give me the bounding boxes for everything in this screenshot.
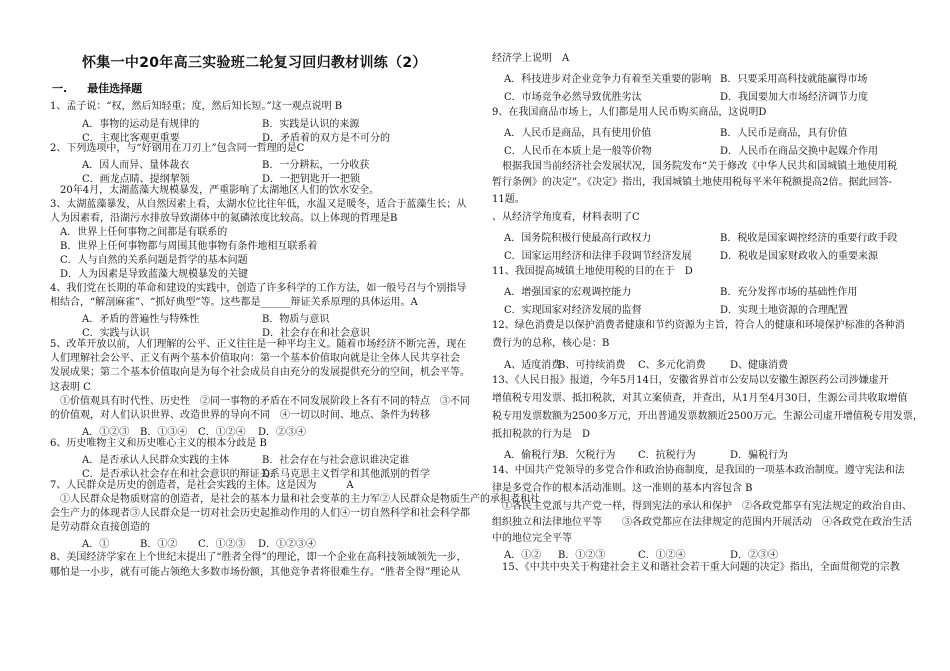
right-answer-option: A．科技进步对企业竞争力有着至关重要的影响 [504, 74, 712, 85]
left-answer-option: B．社会存在与社会意识谁决定谁 [262, 455, 410, 466]
left-answer-option: D．②③④ [258, 427, 307, 438]
right-text-line: 13、《人民日报》报道，今年5月14日，安徽省界首市公安局以安徽生源医药公司涉嫌虚开 [492, 375, 889, 386]
right-answer-option: A．增强国家的宏观调控能力 [504, 287, 632, 298]
left-text-line: 3、太湖蓝藻暴发，从自然因素上看，太湖水位比往年低，水温又是暖冬，适合于蓝藻生长；从 [50, 199, 467, 210]
left-text-line: 发展成果；第二个基本价值取向是为每个社会成员自由充分的发展提供充分的空间，机会平等。 [50, 367, 470, 378]
left-text-line: 8、美国经济学家在上个世纪末提出了“胜者全得”的理论，即一个企业在高科技领域领先一步， [50, 552, 467, 563]
right-answer-option: D．我国要加大市场经济调节力度 [720, 92, 869, 103]
left-answer-option: C．①②④ [198, 427, 246, 438]
left-text-line: 6、历史唯物主义和历史唯心主义的根本分歧是 B [50, 438, 267, 449]
right-text-line: 暂行条例》的决定”。《决定》指出，我国城镇土地使用税每平米年税额提高2倍。据此回答- [492, 177, 892, 188]
section-heading [52, 80, 142, 96]
left-answer-option: B．①③④ [140, 427, 188, 438]
left-answer-option: B．实践是认识的来源 [262, 119, 360, 130]
left-text-line: 5、改革开放以前，人们理解的公平、正义往往是一种平均主义。随着市场经济不断完善，现在 [50, 339, 467, 350]
left-text-line: 这表明 C [50, 382, 91, 393]
right-answer-option: A．①② [504, 550, 542, 561]
left-text-line: A．世界上任何事物之间都是有联系的 [50, 227, 228, 238]
right-text-line: 14、中国共产党领导的多党合作和政治协商制度，是我国的一项基本政治制度。遵守宪法和法 [492, 465, 905, 476]
left-text-line: 会生产力的体现者③人民群众是一切对社会历史起推动作用的人们④一切自然科学和社会科学都 [50, 508, 470, 519]
right-answer-option: B．①②③ [558, 550, 606, 561]
right-answer-option: B．只要采用高科技就能赢得市场 [720, 74, 868, 85]
right-answer-option: C、多元化消费 [638, 360, 706, 371]
left-answer-option: D．矛盾着的双方是不可分的 [262, 133, 391, 144]
right-answer-option: D．人民币在商品交换中起媒介作用 [720, 146, 879, 157]
right-text-line: 中的地位完全平等 [492, 533, 572, 544]
left-text-line: 2、下列选项中，与“好钢用在刀刃上”包含同一哲理的是C [50, 143, 305, 154]
right-answer-option: C．抗税行为 [638, 450, 696, 461]
left-text-line: 7、人民群众是历史的创造者，是社会实践的主体。这是因为 A [50, 480, 354, 491]
left-answer-option: C．画龙点睛、提纲挈领 [82, 174, 190, 185]
right-answer-option: C．①②④ [638, 550, 686, 561]
right-text-line: 根据我国当前经济社会发展状况，国务院发布“关于修改《中华人民共和国城镇土地使用税 [492, 161, 898, 172]
left-answer-option: C．①②③ [198, 539, 246, 550]
left-answer-option: D．马克思主义哲学和其他派别的哲学 [262, 469, 431, 480]
right-answer-option: C．市场竞争必然导致优胜劣汰 [504, 92, 642, 103]
right-text-line: 12、绿色消费是以保护消费者健康和节约资源为主旨，符合人的健康和环境保护标准的各种消 [492, 320, 905, 331]
right-text-line: 11题。 [492, 194, 525, 205]
section-name: 最佳选择题 [87, 82, 143, 95]
left-answer-option: B．一分耕耘，一分收获 [262, 160, 370, 171]
right-text-line: 经济学上说明 A [492, 53, 570, 64]
document-title: 怀集一中20年高三实验班二轮复习回归教材训练（2） [82, 55, 427, 71]
left-answer-option: A．是否承认人民群众实践的主体 [82, 455, 230, 466]
left-answer-option: A．① [82, 539, 110, 550]
right-answer-option: B．充分发挥市场的基础性作用 [720, 287, 858, 298]
right-text-line: 11、我国提高城镇土地使用税的目的在于 D [492, 266, 693, 277]
left-answer-option: C．实践与认识 [82, 328, 150, 339]
left-text-line: 的价值观，对人们认识世界、改造世界的导向不同 ④一切以时间、地点、条件为转移 [50, 410, 430, 421]
right-answer-option: A．人民币是商品，具有使用价值 [504, 128, 652, 139]
right-text-line: 抵扣税款的行为是 D [492, 429, 591, 440]
right-answer-option: D．②③④ [730, 550, 779, 561]
right-answer-option: D．税收是国家财政收入的重要来源 [720, 251, 879, 262]
left-answer-option: C．主观比客观更重要 [82, 133, 180, 144]
right-answer-option: C．人民币在本质上是一般等价物 [504, 146, 652, 157]
right-answer-option: B．欠税行为 [558, 450, 616, 461]
right-text-line: 费行为的总称，核心是：B [492, 338, 610, 349]
right-answer-option: D．骗税行为 [730, 450, 789, 461]
left-answer-option: B．①② [140, 539, 178, 550]
section-number: 一. [52, 82, 68, 95]
right-text-line: 税专用发票数额为2500多万元，开出普通发票数额近2500万元。生源公司虚开增值税专用发票， [492, 411, 923, 422]
left-answer-option: C．是否承认社会存在和社会意识的辩证关系 [82, 469, 280, 480]
right-answer-option: D、健康消费 [730, 360, 789, 371]
right-text-line: 律是多党合作的根本活动准则。这一准则的基本内容包含 B [492, 483, 753, 494]
left-text-line: ①人民群众是物质财富的创造者，是社会的基本力量和社会变革的主力军②人民群众是物质生产的承担者和社 [50, 494, 540, 505]
left-answer-option: A．①②③ [82, 427, 130, 438]
right-text-line: 9、在我国商品市场上，人们都是用人民币购买商品，这说明D [492, 107, 767, 118]
left-answer-option: A．因人而异、量体裁衣 [82, 160, 190, 171]
right-text-line: 增值税专用发票、抵扣税款，对其立案侦查，并查出，从1月至4月30日，生源公司共收取增值 [492, 393, 908, 404]
right-answer-option: B．税收是国家调控经济的重要行政手段 [720, 233, 898, 244]
left-text-line: D．人为因素是导致蓝藻大规模暴发的关键 [50, 269, 249, 280]
left-text-line: B．世界上任何事物都与周围其他事物有条件地相互联系着 [50, 241, 318, 252]
left-text-line: 20年4月，太湖蓝藻大规模暴发，严重影响了太湖地区人们的饮水安全。 [50, 185, 380, 196]
right-answer-option: A．偷税行为 [504, 450, 562, 461]
left-answer-option: A．矛盾的普遍性与特殊性 [82, 314, 200, 325]
right-answer-option: C．国家运用经济和法律手段调节经济发展 [504, 251, 692, 262]
left-answer-option: A．事物的运动是有规律的 [82, 119, 200, 130]
left-text-line: 哪怕是一小步，就有可能占领绝大多数市场份额，其他竞争者将很难生存。“胜者全得”理论从 [50, 567, 461, 578]
right-answer-option: B．人民币是商品，具有价值 [720, 128, 848, 139]
left-answer-option: B．物质与意识 [262, 314, 330, 325]
left-text-line: 1、孟子说：“权，然后知轻重；度，然后知长短。”这一观点说明 B [50, 101, 343, 112]
right-answer-option: B、可持续消费 [558, 360, 626, 371]
right-text-line: 、从经济学角度看，材料表明了C [492, 212, 640, 223]
left-text-line: 人们理解社会公平、正义有两个基本价值取向：第一个基本价值取向就是让全体人民共享社会 [50, 353, 460, 364]
left-text-line: ①价值观具有时代性、历史性 ②同一事物的矛盾在不同发展阶段上各有不同的特点 ③不同 [50, 396, 470, 407]
left-answer-option: D．①②③④ [258, 539, 317, 550]
right-answer-option: A、适度消费 [504, 360, 562, 371]
right-text-line: 15、《中共中央关于构建社会主义和谐社会若干重大问题的决定》指出，全面贯彻党的宗教 [492, 562, 900, 573]
left-text-line: 相结合，“解剖麻雀”、“抓好典型”等。这些都是______辩证关系原理的具体运用。A [50, 297, 418, 308]
right-text-line: ①各民主党派与共产党一样，得到宪法的承认和保护 ②各政党都享有宪法规定的政治自由、 [492, 501, 912, 512]
right-text-line: 组织独立和法律地位平等 ③各政党都应在法律规定的范围内开展活动 ④各政党在政治生活 [492, 517, 912, 528]
right-answer-option: A．国务院积极行使最高行政权力 [504, 233, 652, 244]
left-answer-option: D．社会存在和社会意识 [262, 328, 371, 339]
left-text-line: 人为因素看，沿湖污水排放导致湖体中的氮磷浓度比较高。以上体现的哲理是B [50, 213, 398, 224]
left-text-line: C．人与自然的关系问题是哲学的基本问题 [50, 255, 248, 266]
left-text-line: 4、我们党在长期的革命和建设的实践中，创造了许多科学的工作方法，如一般号召与个别指导 [50, 283, 467, 294]
left-answer-option: D．一把钥匙开一把锁 [262, 174, 361, 185]
right-answer-option: D．实现土地资源的合理配置 [720, 305, 849, 316]
right-answer-option: C．实现国家对经济发展的监督 [504, 305, 642, 316]
left-text-line: 是劳动群众直接创造的 [50, 522, 150, 533]
